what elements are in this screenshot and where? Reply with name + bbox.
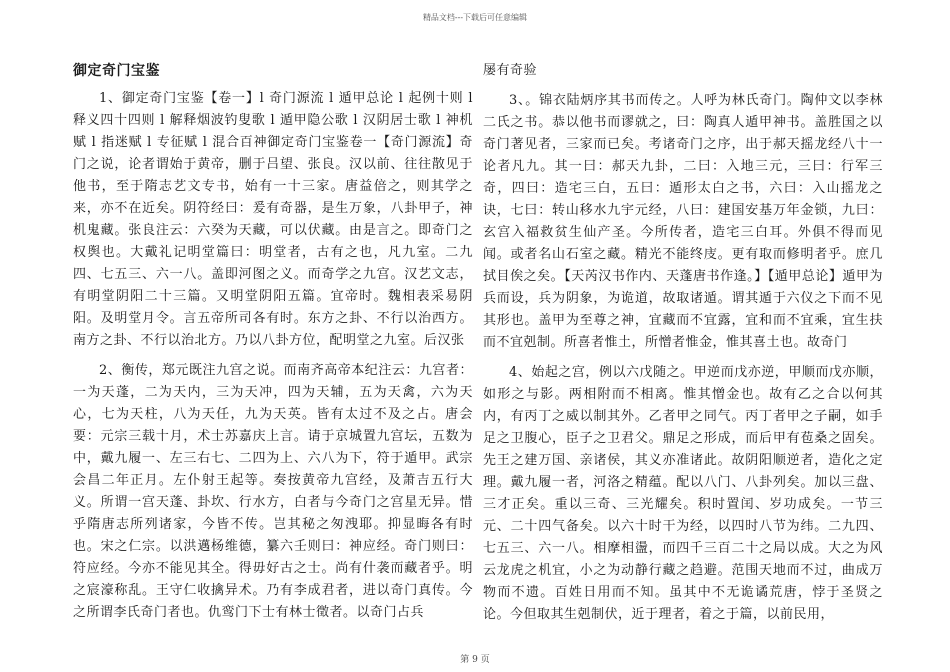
paragraph-1: 1、御定奇门宝鉴【卷一】l 奇门源流 l 遁甲总论 l 起例十则 l 释义四十四则 l 解释烟波钓叟歌 l 遁甲隐公歌 l 汉阴居士歌 l 神机赋 l 指迷赋 l 专征赋 l 混合百神御定奇门宝鉴卷一【奇门源流】奇门之说，论者谓始于黄帝，删于吕望、张良。汉以前、往往散见于他书，至于隋志艺文专书，始有一十三家。唐益倍之，则其学之来，亦不在近矣。阴符经曰：爰有奇器，是生万象，八卦甲子，神机鬼藏。张良注云：六癸为天藏，可以伏藏。由是言之。即奇门之权舆也。大戴礼记明堂篇曰：明堂者，古有之也，凡九室。二九四、七五三、六一八。盖即河图之义。而奇学之九宫。汉艺文志，有明堂阴阳二十三篇。又明堂阴阳五篇。宜帝时。魏相表采易阴阳。及明堂月令。言五帝所司各有时。东方之卦、不行以治西方。南方之卦、不行以治北方。乃以八卦方位，配明堂之九室。后汉张 [73,91,473,348]
page-number: 第 9 页 [460,655,490,665]
paragraph-4: 4、始起之宫，例以六戊随之。甲逆而戊亦逆，甲顺而戊亦顺，如形之与影。两相附而不相离。惟其憎金也。故有乙之合以何其内，有丙丁之威以制其外。乙者甲之同气。丙丁者甲之子嗣，如手足之卫腹心，臣子之卫君父。鼎足之形成，而后甲有苞桑之固矣。先王之建万国、亲诸侯，其义亦准诸此。故阴阳顺逆者，造化之定理。戴九履一者，河洛之精蕴。配以八门、八卦列矣。加以三盘、三才正矣。重以三奇、三光耀矣。积时置闰、岁功成矣。一节三元、二十四气备矣。以六十时干为经，以四时八节为纬。二九四、七五三、六一八。相摩相盪，而四千三百二十之局以成。大之为风云龙虎之机宜，小之为动静行藏之趋避。范围天地而不过，曲成万物而不遗。百姓日用而不知。虽其中不无诡谲荒唐，悖于圣贤之论。今但取其生剋制伏，近于理者，着之于篇，以前民用， [483,365,883,622]
paragraph-continuation: 屡有奇验 [483,63,538,78]
left-column [73,60,473,632]
paragraph-3: 3、。锦衣陆炳序其书而传之。人呼为林氏奇门。陶仲文以李林二氏之书。恭以他书而谬就之，曰：陶真人遁甲神书。盖胜国之以奇门著见者，三家而已矣。考诸奇门之序，出于郝天摇龙经八十一论者凡九。其一曰：郝天九卦，二曰：入地三元，三曰：行军三奇，四曰：造宅三白，五曰：遁形太白之书，六曰：入山摇龙之诀，七曰：转山移水九宇元经，八曰：建国安基万年金锁，九曰：玄宫入福救贫生仙产圣。今所传者，造宅三白耳。外俱不得而见闻。或者名山石室之藏。精光不能终庋。更有取而修明者乎。庶几拭目俟之矣。【天芮汉书作内、天蓬唐书作逢。】【遁甲总论】遁甲为兵而设，兵为阴象，为诡道，故取诸遁。谓其遁于六仪之下而不见其形也。盖甲为至尊之神，宜藏而不宜露，宜和而不宜乘，宜生扶而不宜剋制。所喜者惟土，所憎者惟金，惟其喜土也。故奇门 [483,93,883,350]
right-column [483,60,883,634]
paragraph-2: 2、衡传，郑元既注九宫之说。而南齐高帝本纪注云：九宫者：一为天蓬，二为天内，三为天冲，四为天辅，五为天禽，六为天心，七为天柱，八为天任，九为天英。皆有太过不及之占。唐会要：元宗三载十月，术士苏嘉庆上言。请于京城置九宫坛，五数为中，戴九履一、左三右七、二四为上、六八为下，符于遁甲。武宗会昌二年正月。左仆射王起等。奏按黄帝九宫经，及萧吉五行大义。所谓一宫天蓬、卦坎、行水方，白者与今奇门之宫星无异。惜乎隋唐志所列诸家，今皆不传。岂其秘之匆洩耶。抑显晦各有时也。宋之仁宗。以洪邁杨维德，纂六壬则曰：神应经。奇门则曰：符应经。今亦不能见其全。得毋好古之士。尚有什袭而藏者乎。明之宸濠称乱。王守仁收擒异术。乃有李成君者，进以奇门真传。今之所谓李氏奇门者也。仇鸾门下士有林士徵者。以奇门占兵 [73,363,473,620]
page-header: 精品文档---下载后可任意编辑 [422,13,528,22]
document-title: 御定奇门宝鉴 [73,63,160,79]
